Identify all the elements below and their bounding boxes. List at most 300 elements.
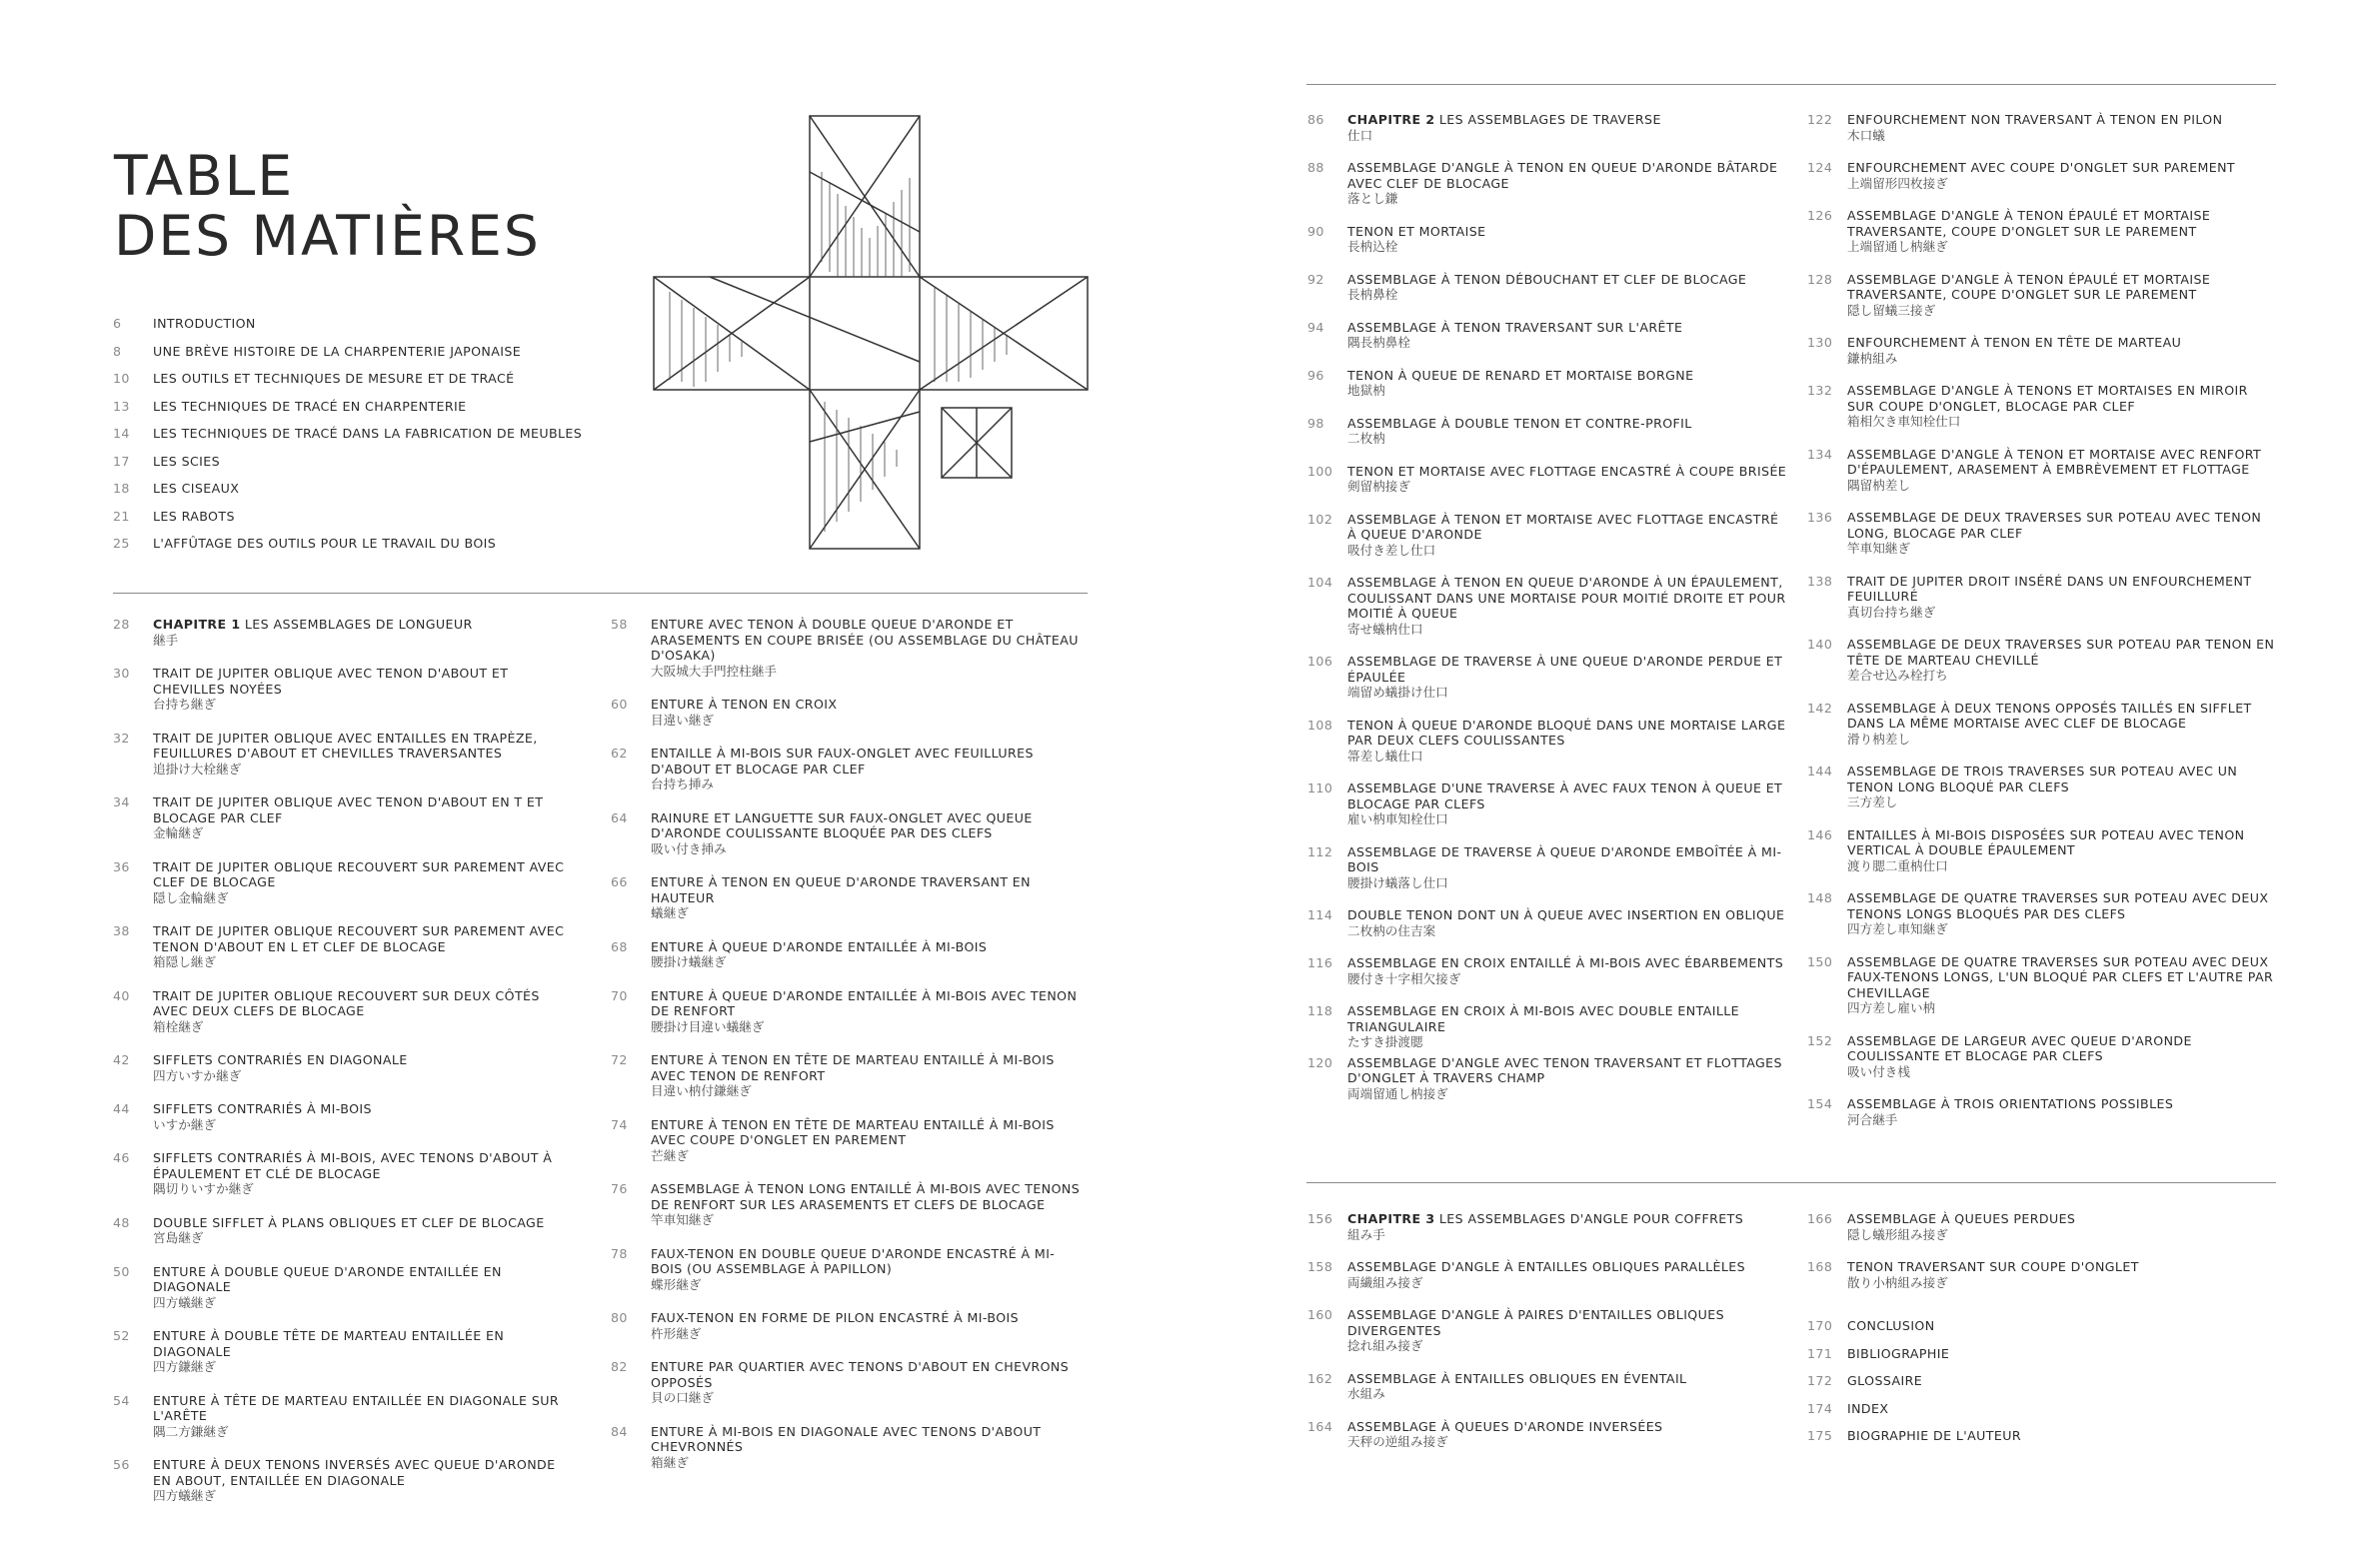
page-number: 64: [611, 809, 628, 825]
entry-title: ENTURE À MI-BOIS EN DIAGONALE AVEC TENONS D'ABOUT CHEVRONNÉS: [651, 1423, 1042, 1454]
japanese-name: 滑り枘差し: [1847, 731, 1910, 747]
entry-title: ENTURE AVEC TENON À DOUBLE QUEUE D'ARONDE ET ARASEMENTS EN COUPE BRISÉE (OU ASSEMBLAGE DU CHÂTEAU D'OSAKA): [651, 617, 1079, 663]
page-number: 130: [1807, 335, 1833, 350]
toc-entry[interactable]: [611, 1117, 1083, 1164]
page-number: 126: [1807, 208, 1833, 223]
entry-title: FAUX-TENON EN DOUBLE QUEUE D'ARONDE ENCASTRÉ À MI-BOIS (OU ASSEMBLAGE À PAPILLON): [651, 1245, 1056, 1276]
toc-entry[interactable]: [113, 1150, 573, 1197]
entry-title: ENFOURCHEMENT À TENON EN TÊTE DE MARTEAU: [1847, 335, 2182, 350]
entry-title: GLOSSAIRE: [1847, 1373, 1923, 1388]
toc-entry[interactable]: [611, 810, 1083, 857]
toc-entry[interactable]: [113, 426, 673, 442]
japanese-name: 上端留通し枘継ぎ: [1847, 239, 1948, 254]
toc-entry[interactable]: [1807, 890, 2277, 937]
toc-entry[interactable]: [113, 1457, 573, 1504]
japanese-name: 木口蟻: [1847, 127, 1885, 143]
entry-title: FAUX-TENON EN FORME DE PILON ENCASTRÉ À MI-BOIS: [651, 1310, 1020, 1325]
toc-entry[interactable]: [1307, 1307, 1789, 1354]
chapter-heading[interactable]: [1307, 112, 1789, 143]
japanese-name: 隠し蟻形組み接ぎ: [1847, 1226, 1948, 1242]
japanese-name: 台持ち継ぎ: [153, 697, 216, 712]
page-number: 36: [113, 858, 130, 874]
entry-title: ASSEMBLAGE D'ANGLE À TENON ET MORTAISE AVEC RENFORT D'ÉPAULEMENT, ARASEMENT À EMBRÈVEMENT ET FLOTTAGE: [1847, 446, 2262, 477]
toc-entry[interactable]: [113, 794, 573, 841]
chapter-heading[interactable]: [1307, 1211, 1789, 1242]
entry-title: ENFOURCHEMENT NON TRAVERSANT À TENON EN PILON: [1847, 112, 2223, 127]
entry-title: ASSEMBLAGE D'ANGLE À TENONS ET MORTAISES EN MIROIR SUR COUPE D'ONGLET, BLOCAGE PAR CLEF: [1847, 383, 2248, 414]
toc-entry[interactable]: [611, 939, 1083, 970]
entry-title: INTRODUCTION: [153, 316, 256, 331]
toc-entry[interactable]: [113, 859, 573, 906]
japanese-name: 箱継ぎ: [651, 1454, 689, 1470]
toc-entry[interactable]: [113, 509, 673, 525]
entry-title: ASSEMBLAGE D'ANGLE À TENON ÉPAULÉ ET MORTAISE TRAVERSANTE, COUPE D'ONGLET SUR LE PAREMENT: [1847, 208, 2211, 239]
toc-entry[interactable]: [1807, 1401, 2277, 1417]
toc-entry[interactable]: [611, 1246, 1083, 1293]
entry-title: ASSEMBLAGE DE TRAVERSE À QUEUE D'ARONDE EMBOÎTÉE À MI-BOIS: [1347, 843, 1782, 874]
japanese-name: 二枚枘: [1347, 431, 1385, 446]
page-number: 58: [611, 617, 628, 632]
page-number: 52: [113, 1328, 130, 1343]
page-number: 25: [113, 536, 130, 551]
divider: [113, 593, 1088, 594]
page-number: 18: [113, 481, 130, 496]
page-number: 100: [1307, 463, 1333, 479]
page-number: 171: [1807, 1345, 1833, 1361]
page-number: 74: [611, 1116, 628, 1132]
page-number: 146: [1807, 826, 1833, 842]
page-number: 48: [113, 1214, 130, 1230]
toc-entry[interactable]: [113, 454, 673, 470]
toc-column-3: [1307, 112, 1789, 1101]
japanese-name: 四方鎌継ぎ: [153, 1359, 216, 1374]
japanese-name: 台持ち挿み: [651, 777, 714, 791]
entry-title: ASSEMBLAGE DE DEUX TRAVERSES SUR POTEAU AVEC TENON LONG, BLOCAGE PAR CLEF: [1847, 510, 2262, 541]
page-number: 78: [611, 1245, 628, 1261]
japanese-name: 竿車知継ぎ: [1847, 541, 1910, 556]
entry-title: TENON ET MORTAISE: [1347, 223, 1486, 239]
page-number: 28: [113, 617, 130, 632]
toc-entry[interactable]: [113, 371, 673, 387]
toc-entry[interactable]: [1307, 368, 1789, 399]
page-number: 160: [1307, 1307, 1333, 1322]
entry-title: SIFFLETS CONTRARIÉS À MI-BOIS: [153, 1101, 372, 1116]
toc-entry[interactable]: [113, 399, 673, 415]
entry-title: LES ASSEMBLAGES DE LONGUEUR: [244, 617, 473, 632]
japanese-name: 腰掛け蟻落し仕口: [1347, 874, 1448, 890]
entry-title: ASSEMBLAGE DE QUATRE TRAVERSES SUR POTEAU AVEC DEUX FAUX-TENONS LONGS, L'UN BLOQUÉ PAR CLEFS ET L'AUTRE PAR CHEVILLAGE: [1847, 953, 2274, 1000]
entry-title: ASSEMBLAGE DE LARGEUR AVEC QUEUE D'ARONDE COULISSANTE ET BLOCAGE PAR CLEFS: [1847, 1032, 2192, 1063]
japanese-name: 鎌枘組み: [1847, 350, 1898, 366]
intro-list: [113, 316, 673, 552]
entry-title: ASSEMBLAGE À QUEUES PERDUES: [1847, 1211, 2076, 1226]
entry-title: TRAIT DE JUPITER OBLIQUE RECOUVERT SUR DEUX CÔTÉS AVEC DEUX CLEFS DE BLOCAGE: [153, 987, 540, 1018]
japanese-name: 両繊組み接ぎ: [1347, 1274, 1423, 1290]
japanese-name: 水組み: [1347, 1386, 1385, 1401]
japanese-name: 継手: [153, 632, 179, 648]
japanese-name: 箒差し蟻仕口: [1347, 748, 1423, 764]
page-number: 132: [1807, 383, 1833, 398]
toc-entry[interactable]: [1307, 955, 1789, 986]
japanese-name: 散り小枘組み接ぎ: [1847, 1274, 1948, 1290]
toc-entry[interactable]: [1307, 416, 1789, 447]
toc-entry[interactable]: [1307, 512, 1789, 559]
japanese-name: 天秤の逆組み接ぎ: [1347, 1434, 1448, 1449]
entry-title: ASSEMBLAGE D'ANGLE À PAIRES D'ENTAILLES OBLIQUES DIVERGENTES: [1347, 1307, 1724, 1338]
page-title-line-1: TABLE: [114, 144, 295, 208]
japanese-name: 四方蟻継ぎ: [153, 1488, 216, 1503]
toc-entry[interactable]: [1807, 1096, 2277, 1127]
japanese-name: 四方差し雇い枘: [1847, 1000, 1936, 1015]
page-number: 46: [113, 1150, 130, 1165]
japanese-name: 三方差し: [1847, 794, 1898, 809]
toc-entry[interactable]: [1807, 160, 2277, 191]
toc-entry[interactable]: [113, 1393, 573, 1440]
page-number: 134: [1807, 446, 1833, 462]
entry-title: ASSEMBLAGE DE TROIS TRAVERSES SUR POTEAU AVEC UN TENON LONG BLOQUÉ PAR CLEFS: [1847, 764, 2238, 794]
toc-entry[interactable]: [113, 1328, 573, 1375]
page-number: 114: [1307, 907, 1333, 922]
entry-title: TENON À QUEUE D'ARONDE BLOQUÉ DANS UNE MORTAISE LARGE PAR DEUX CLEFS COULISSANTES: [1347, 717, 1786, 748]
page-number: 40: [113, 987, 130, 1003]
page-number: 90: [1307, 223, 1324, 239]
japanese-name: 寄せ蟻枘仕口: [1347, 621, 1423, 637]
toc-entry[interactable]: [1807, 1428, 2277, 1444]
page-number: 70: [611, 987, 628, 1003]
page-number: 136: [1807, 510, 1833, 525]
japanese-name: 隅切りいすか継ぎ: [153, 1181, 254, 1196]
page-number: 170: [1807, 1318, 1833, 1333]
page-number: 128: [1807, 271, 1833, 287]
entry-title: ASSEMBLAGE DE DEUX TRAVERSES SUR POTEAU PAR TENON EN TÊTE DE MARTEAU CHEVILLÉ: [1847, 637, 2275, 668]
toc-entry[interactable]: [1807, 637, 2277, 684]
toc-column-1: [113, 617, 573, 1504]
page-number: 54: [113, 1392, 130, 1408]
entry-title: TENON À QUEUE DE RENARD ET MORTAISE BORGNE: [1347, 367, 1694, 383]
toc-entry[interactable]: [113, 988, 573, 1035]
page-number: 32: [113, 730, 130, 746]
japanese-name: 地獄枘: [1347, 383, 1385, 398]
entry-title: ENTURE À QUEUE D'ARONDE ENTAILLÉE À MI-BOIS: [651, 938, 988, 954]
toc-entry[interactable]: [1807, 510, 2277, 557]
entry-title: TRAIT DE JUPITER DROIT INSÉRÉ DANS UN ENFOURCHEMENT FEUILLURÉ: [1847, 573, 2252, 604]
japanese-name: 両端留通し枘接ぎ: [1347, 1085, 1448, 1101]
page-number: 62: [611, 746, 628, 761]
page-number: 82: [611, 1359, 628, 1374]
japanese-name: 上端留形四枚接ぎ: [1847, 175, 1948, 191]
page-number: 42: [113, 1052, 130, 1067]
japanese-name: 剣留枘接ぎ: [1347, 479, 1410, 494]
japanese-name: 蝶形継ぎ: [651, 1276, 702, 1292]
page-number: 175: [1807, 1428, 1833, 1443]
page-number: 144: [1807, 764, 1833, 779]
entry-title: DOUBLE TENON DONT UN À QUEUE AVEC INSERTION EN OBLIQUE: [1347, 907, 1785, 922]
entry-title: ENTURE PAR QUARTIER AVEC TENONS D'ABOUT EN CHEVRONS OPPOSÉS: [651, 1359, 1070, 1390]
entry-title: ENTURE À TENON EN TÊTE DE MARTEAU ENTAILLÉ À MI-BOIS AVEC TENON DE RENFORT: [651, 1052, 1055, 1083]
entry-title: ASSEMBLAGE D'UNE TRAVERSE À AVEC FAUX TENON À QUEUE ET BLOCAGE PAR CLEFS: [1347, 781, 1783, 811]
page-number: 80: [611, 1310, 628, 1325]
toc-entry[interactable]: [1807, 827, 2277, 874]
japanese-name: 宮島継ぎ: [153, 1230, 204, 1245]
japanese-name: 吸い付き桟: [1847, 1063, 1910, 1079]
page-number: 108: [1307, 717, 1333, 733]
entry-title: LES ASSEMBLAGES DE TRAVERSE: [1438, 112, 1661, 127]
entry-title: ASSEMBLAGE D'ANGLE À TENON EN QUEUE D'ARONDE BÂTARDE AVEC CLEF DE BLOCAGE: [1347, 160, 1778, 191]
page-number: 164: [1307, 1418, 1333, 1434]
entry-title: ASSEMBLAGE À DOUBLE TENON ET CONTRE-PROFIL: [1347, 415, 1692, 431]
toc-entry[interactable]: [113, 666, 573, 713]
page-number: 102: [1307, 511, 1333, 527]
entry-title: UNE BRÈVE HISTOIRE DE LA CHARPENTERIE JAPONAISE: [153, 343, 522, 359]
page-number: 124: [1807, 160, 1833, 175]
japanese-name: 吸い付き挿み: [651, 840, 727, 856]
toc-entry[interactable]: [1807, 272, 2277, 319]
toc-entry[interactable]: [1307, 1371, 1789, 1402]
japanese-name: 長枘鼻栓: [1347, 287, 1398, 302]
page-number: 21: [113, 508, 130, 524]
toc-entry[interactable]: [1307, 464, 1789, 495]
japanese-name: 杵形継ぎ: [651, 1325, 702, 1341]
toc-entry[interactable]: [113, 923, 573, 970]
toc-entry[interactable]: [1807, 1211, 2277, 1242]
japanese-name: 芒継ぎ: [651, 1147, 689, 1163]
japanese-name: いすか継ぎ: [153, 1116, 216, 1132]
japanese-name: 真切台持ち継ぎ: [1847, 604, 1936, 620]
toc-entry[interactable]: [611, 746, 1083, 792]
page-number: 150: [1807, 953, 1833, 969]
page-number: 92: [1307, 271, 1324, 287]
japanese-name: 目違い枘付鎌継ぎ: [651, 1083, 752, 1098]
toc-entry[interactable]: [1307, 160, 1789, 207]
page-number: 168: [1807, 1259, 1833, 1274]
entry-title: ASSEMBLAGE À TENON TRAVERSANT SUR L'ARÊTE: [1347, 319, 1683, 335]
page-number: 120: [1307, 1054, 1333, 1070]
page-number: 138: [1807, 573, 1833, 589]
entry-title: ENTURE À TÊTE DE MARTEAU ENTAILLÉE EN DIAGONALE SUR L'ARÊTE: [153, 1392, 559, 1423]
japanese-name: 雇い枘車知栓仕口: [1347, 811, 1448, 826]
page-number: 154: [1807, 1096, 1833, 1111]
toc-entry[interactable]: [1807, 1033, 2277, 1080]
page-title-line-2: DES MATIÈRES: [114, 204, 541, 268]
japanese-name: 隅留枘差し: [1847, 477, 1910, 493]
japanese-name: 腰掛け蟻継ぎ: [651, 954, 727, 969]
toc-entry[interactable]: [611, 617, 1083, 679]
toc-entry[interactable]: [113, 1264, 573, 1311]
entry-title: TRAIT DE JUPITER OBLIQUE AVEC TENON D'ABOUT EN T ET BLOCAGE PAR CLEF: [153, 794, 544, 825]
japanese-name: 貝の口継ぎ: [651, 1390, 714, 1405]
japanese-name: 落とし鎌: [1347, 191, 1398, 206]
toc-entry[interactable]: [113, 344, 673, 360]
toc-entry[interactable]: [113, 536, 673, 552]
entry-title: TRAIT DE JUPITER OBLIQUE AVEC TENON D'ABOUT ET CHEVILLES NOYÉES: [153, 666, 509, 697]
page-number: 112: [1307, 843, 1333, 859]
entry-title: ASSEMBLAGE À TENON ET MORTAISE AVEC FLOTTAGE ENCASTRÉ À QUEUE D'ARONDE: [1347, 511, 1779, 542]
divider: [1306, 1182, 2276, 1183]
toc-entry[interactable]: [1807, 447, 2277, 494]
toc-entry[interactable]: [1307, 1003, 1789, 1050]
toc-entry[interactable]: [611, 1310, 1083, 1341]
entry-title: ASSEMBLAGE À QUEUES D'ARONDE INVERSÉES: [1347, 1418, 1663, 1434]
entry-title: INDEX: [1847, 1400, 1889, 1416]
toc-entry[interactable]: [1307, 272, 1789, 303]
japanese-name: 二枚枘の住吉案: [1347, 922, 1436, 938]
page-number: 104: [1307, 575, 1333, 590]
page-number: 98: [1307, 415, 1324, 431]
toc-entry[interactable]: [611, 988, 1083, 1035]
toc-entry[interactable]: [1807, 112, 2277, 143]
toc-column-6: [1807, 1211, 2277, 1444]
entry-title: LES ASSEMBLAGES D'ANGLE POUR COFFRETS: [1438, 1211, 1744, 1226]
toc-entry[interactable]: [1307, 320, 1789, 351]
toc-entry[interactable]: [113, 731, 573, 778]
toc-entry[interactable]: [1807, 574, 2277, 621]
page-number: 106: [1307, 654, 1333, 669]
entry-title: BIBLIOGRAPHIE: [1847, 1345, 1950, 1361]
page-number: 158: [1307, 1259, 1333, 1274]
chapter-label: CHAPITRE 1: [153, 617, 241, 632]
entry-title: LES CISEAUX: [153, 481, 240, 496]
entry-title: LES OUTILS ET TECHNIQUES DE MESURE ET DE TRACÉ: [153, 371, 515, 386]
japanese-name: 蟻継ぎ: [651, 905, 689, 920]
japanese-name: 四方差し車知継ぎ: [1847, 921, 1948, 936]
toc-entry[interactable]: [1807, 335, 2277, 366]
entry-title: ASSEMBLAGE À TENON DÉBOUCHANT ET CLEF DE BLOCAGE: [1347, 271, 1747, 287]
toc-entry[interactable]: [1307, 224, 1789, 255]
japanese-name: 箱隠し継ぎ: [153, 954, 216, 969]
japanese-name: 隠し留蟻三接ぎ: [1847, 302, 1936, 318]
japanese-name: 追掛け大栓継ぎ: [153, 761, 242, 777]
page-number: 96: [1307, 367, 1324, 383]
toc-entry[interactable]: [1807, 701, 2277, 748]
page-number: 56: [113, 1457, 130, 1472]
entry-title: L'AFFÛTAGE DES OUTILS POUR LE TRAVAIL DU BOIS: [153, 536, 497, 551]
toc-column-5: [1307, 1211, 1789, 1450]
entry-title: ASSEMBLAGE D'ANGLE AVEC TENON TRAVERSANT ET FLOTTAGES D'ONGLET À TRAVERS CHAMP: [1347, 1054, 1782, 1085]
page-number: 84: [611, 1423, 628, 1439]
entry-title: LES TECHNIQUES DE TRACÉ DANS LA FABRICATION DE MEUBLES: [153, 426, 583, 441]
japanese-name: 隅長枘鼻栓: [1347, 335, 1410, 350]
toc-entry[interactable]: [113, 1101, 573, 1132]
page-number: 72: [611, 1052, 628, 1067]
toc-entry[interactable]: [113, 481, 673, 497]
japanese-name: 隅二方鎌継ぎ: [153, 1423, 229, 1439]
divider: [1306, 84, 2276, 85]
page-number: 14: [113, 426, 130, 441]
toc-entry[interactable]: [1307, 718, 1789, 765]
toc-entry[interactable]: [1307, 654, 1789, 701]
chapter-heading[interactable]: [113, 617, 573, 648]
entry-title: TRAIT DE JUPITER OBLIQUE RECOUVERT SUR PAREMENT AVEC CLEF DE BLOCAGE: [153, 858, 565, 889]
entry-title: ASSEMBLAGE DE TRAVERSE À UNE QUEUE D'ARONDE PERDUE ET ÉPAULÉE: [1347, 654, 1783, 685]
toc-entry[interactable]: [611, 1181, 1083, 1228]
page-number: 156: [1307, 1211, 1333, 1226]
page-number: 174: [1807, 1400, 1833, 1416]
toc-entry[interactable]: [1307, 907, 1789, 938]
page-number: 110: [1307, 781, 1333, 795]
japanese-name: 吸付き差し仕口: [1347, 542, 1436, 558]
toc-entry[interactable]: [611, 697, 1083, 728]
toc-entry[interactable]: [113, 1052, 573, 1083]
toc-entry[interactable]: [1807, 1259, 2277, 1290]
entry-title: ENTAILLE À MI-BOIS SUR FAUX-ONGLET AVEC FEUILLURES D'ABOUT ET BLOCAGE PAR CLEF: [651, 746, 1034, 777]
page-number: 17: [113, 453, 130, 469]
entry-title: TENON TRAVERSANT SUR COUPE D'ONGLET: [1847, 1259, 2139, 1274]
entry-title: TRAIT DE JUPITER OBLIQUE AVEC ENTAILLES EN TRAPÈZE, FEUILLURES D'ABOUT ET CHEVILLES TRAVERSANTES: [153, 730, 538, 761]
toc-entry[interactable]: [1807, 954, 2277, 1016]
japanese-name: 箱相欠き車知栓仕口: [1847, 414, 1961, 429]
page-number: 122: [1807, 112, 1833, 127]
page-number: 152: [1807, 1032, 1833, 1048]
page-number: 60: [611, 697, 628, 712]
toc-entry[interactable]: [1807, 383, 2277, 430]
japanese-name: 腰付き十字相欠接ぎ: [1347, 970, 1461, 986]
toc-entry[interactable]: [1807, 1373, 2277, 1389]
entry-title: ENTURE À TENON EN TÊTE DE MARTEAU ENTAILLÉ À MI-BOIS AVEC COUPE D'ONGLET EN PAREMENT: [651, 1116, 1055, 1147]
toc-entry[interactable]: [611, 1424, 1083, 1471]
page-title: [114, 146, 541, 266]
entry-title: TRAIT DE JUPITER OBLIQUE RECOUVERT SUR PAREMENT AVEC TENON D'ABOUT EN L ET CLEF DE BLOCAGE: [153, 923, 565, 954]
japanese-name: 端留め蟻掛け仕口: [1347, 685, 1448, 700]
toc-entry[interactable]: [611, 1359, 1083, 1406]
toc-entry[interactable]: [611, 1052, 1083, 1099]
toc-entry[interactable]: [1807, 1346, 2277, 1362]
toc-entry[interactable]: [611, 874, 1083, 921]
japanese-name: 金輪継ぎ: [153, 825, 204, 840]
joint-sketch-illustration: [650, 112, 1095, 552]
page-number: 8: [113, 343, 122, 359]
toc-entry[interactable]: [1307, 781, 1789, 827]
entry-title: BIOGRAPHIE DE L'AUTEUR: [1847, 1428, 2022, 1443]
japanese-name: 河合継手: [1847, 1111, 1898, 1127]
page-number: 116: [1307, 955, 1333, 970]
toc-entry[interactable]: [113, 1215, 573, 1246]
page-number: 94: [1307, 319, 1324, 335]
japanese-name: 隠し金輪継ぎ: [153, 889, 229, 905]
japanese-name: 箱栓継ぎ: [153, 1018, 204, 1034]
entry-title: ENTAILLES À MI-BOIS DISPOSÉES SUR POTEAU AVEC TENON VERTICAL À DOUBLE ÉPAULEMENT: [1847, 826, 2245, 857]
toc-entry[interactable]: [1807, 1318, 2277, 1334]
entry-title: ASSEMBLAGE EN CROIX À MI-BOIS AVEC DOUBLE ENTAILLE TRIANGULAIRE: [1347, 1003, 1740, 1034]
page-number: 148: [1807, 890, 1833, 905]
entry-title: CONCLUSION: [1847, 1318, 1935, 1333]
page-number: 86: [1307, 112, 1324, 127]
toc-entry[interactable]: [1307, 844, 1789, 891]
japanese-name: 渡り腮二重枘仕口: [1847, 857, 1948, 873]
toc-entry[interactable]: [1307, 1259, 1789, 1290]
entry-title: ENTURE À DOUBLE TÊTE DE MARTEAU ENTAILLÉE EN DIAGONALE: [153, 1328, 505, 1359]
entry-title: ENTURE À QUEUE D'ARONDE ENTAILLÉE À MI-BOIS AVEC TENON DE RENFORT: [651, 987, 1078, 1018]
page-number: 172: [1807, 1373, 1833, 1388]
japanese-name: たすき掛渡腮: [1347, 1034, 1423, 1049]
entry-title: ASSEMBLAGE À TROIS ORIENTATIONS POSSIBLES: [1847, 1096, 2174, 1111]
toc-entry[interactable]: [1807, 764, 2277, 810]
toc-entry[interactable]: [113, 316, 673, 332]
page-number: 68: [611, 938, 628, 954]
page-number: 30: [113, 666, 130, 681]
japanese-name: 竿車知継ぎ: [651, 1212, 714, 1227]
toc-entry[interactable]: [1307, 1055, 1789, 1102]
entry-title: ASSEMBLAGE D'ANGLE À ENTAILLES OBLIQUES PARALLÈLES: [1347, 1259, 1746, 1274]
toc-entry[interactable]: [1307, 575, 1789, 637]
toc-entry[interactable]: [1307, 1419, 1789, 1450]
japanese-name: 長枘込栓: [1347, 239, 1398, 254]
entry-title: ASSEMBLAGE À TENON EN QUEUE D'ARONDE À UN ÉPAULEMENT, COULISSANT DANS UNE MORTAISE POUR MOITIÉ DROITE ET POUR MOITIÉ À QUEUE: [1347, 575, 1786, 621]
toc-entry[interactable]: [1807, 208, 2277, 255]
page-number: 50: [113, 1263, 130, 1279]
japanese-name: 四方いすか継ぎ: [153, 1067, 242, 1083]
page-number: 10: [113, 371, 130, 386]
japanese-name: 差合せ込み栓打ち: [1847, 668, 1948, 683]
